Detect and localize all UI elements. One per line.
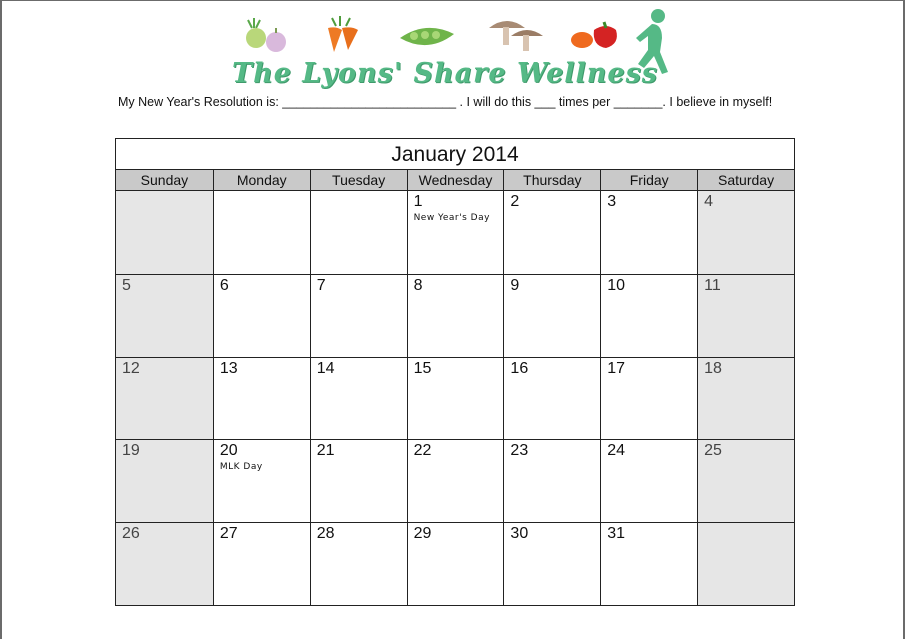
calendar-day-cell [600,357,697,440]
date-number: 21 [316,442,335,460]
calendar-day-cell [116,439,213,522]
holiday-label: New Year's Day [413,213,490,223]
calendar [115,138,795,606]
date-number: 12 [122,359,140,377]
date-number: 23 [510,442,529,460]
calendar-day-cell [116,191,213,274]
date-number: 17 [607,359,626,377]
calendar-day-cell [600,522,697,605]
date-number: 9 [510,276,520,294]
date-number: 31 [607,525,626,543]
calendar-day-cell [697,357,794,440]
date-number: 19 [122,442,140,460]
calendar-day-cell [407,439,504,522]
date-number: 18 [704,359,722,377]
calendar-day-cell [310,439,407,522]
date-number: 5 [122,276,131,294]
calendar-day-cell [213,522,310,605]
date-number: 27 [219,525,238,543]
calendar-day-cell [697,522,794,605]
calendar-day-cell [503,274,600,357]
calendar-day-cell [213,191,310,274]
calendar-day-cell [503,439,600,522]
pepper-icon [568,14,620,54]
calendar-day-cell [407,274,504,357]
date-number: 20 [219,442,238,460]
weekday-header: Monday [213,170,310,190]
date-number: 26 [122,525,140,543]
calendar-day-cell [310,274,407,357]
weekday-header: Sunday [140,172,189,188]
calendar-day-cell [600,439,697,522]
date-number: 11 [704,276,721,294]
garlic-onion-icon [242,14,290,54]
calendar-day-cell [213,439,310,522]
date-number: 6 [219,276,229,294]
calendar-day-cell [116,274,213,357]
date-number: 30 [510,525,529,543]
calendar-day-cell [503,357,600,440]
date-number: 7 [316,276,326,294]
calendar-day-cell [600,274,697,357]
calendar-day-cell [697,274,794,357]
date-number: 15 [413,359,432,377]
calendar-day-cell [310,522,407,605]
date-number: 22 [413,442,432,460]
weekday-header: Wednesday [407,170,504,190]
date-number: 29 [413,525,432,543]
carrot-icon [322,14,366,54]
calendar-day-cell [503,522,600,605]
resolution-line: My New Year's Resolution is: _________________________ . I will do this ___ times per _______. I believe in myself! [118,95,773,109]
calendar-day-cell [503,191,600,274]
calendar-day-cell [116,522,213,605]
date-number: 24 [607,442,626,460]
date-number: 3 [607,193,617,210]
calendar-day-cell [600,191,697,274]
calendar-day-cell [213,357,310,440]
date-number: 8 [413,276,423,294]
date-number: 13 [219,359,238,377]
date-number: 4 [704,193,714,210]
calendar-day-cell [310,191,407,274]
weekday-header-row [116,170,794,191]
weekday-header: Tuesday [310,170,407,190]
holiday-label: MLK Day [219,462,263,473]
calendar-day-cell [213,274,310,357]
calendar-grid [116,191,794,605]
brand-title: The Lyons' Share Wellness [232,58,658,89]
calendar-day-cell [310,357,407,440]
weekday-header: Saturday [697,170,794,190]
calendar-day-cell [116,357,213,440]
calendar-day-cell [407,191,504,274]
calendar-day-cell [697,191,794,274]
date-number: 16 [510,359,529,377]
mushroom-icon [485,14,545,54]
weekday-header: Friday [600,170,697,190]
date-number: 2 [510,193,520,210]
peapod-icon [398,14,456,54]
date-number: 1 [413,193,423,210]
calendar-day-cell [407,522,504,605]
calendar-title: January 2014 [116,139,794,170]
date-number: 14 [316,359,335,377]
date-number: 10 [607,276,626,294]
date-number: 25 [704,442,722,460]
calendar-day-cell [407,357,504,440]
calendar-day-cell [697,439,794,522]
weekday-header: Thursday [503,170,600,190]
date-number: 28 [316,525,335,543]
